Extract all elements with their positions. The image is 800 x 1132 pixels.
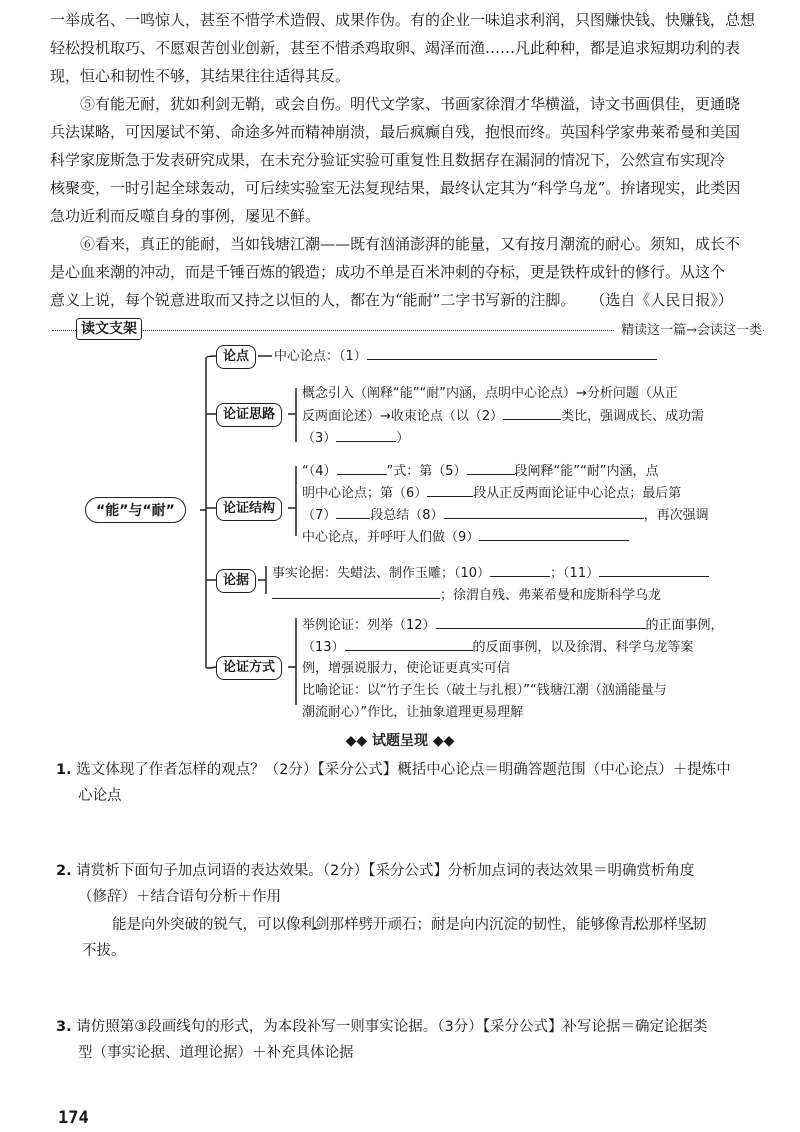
dotted-word: 坚韧	[677, 917, 707, 933]
structure-text: 明中心论点；第（6）	[302, 486, 428, 501]
answer-blank[interactable]	[427, 482, 473, 497]
mindmap-branch-reasoning: 论证思路	[216, 403, 282, 427]
reasoning-text: 反两面论述）→收束论点（以（2）	[302, 409, 504, 424]
section-subtitle: 精读这一篇→会读这一类	[615, 319, 762, 338]
structure-text: ”式：第（5）	[386, 464, 467, 479]
answer-blank[interactable]	[436, 614, 646, 629]
section-box-title: 读文支架	[76, 318, 142, 340]
evidence-text: 事实论据：失蜡法、制作玉雕；（10）	[272, 566, 491, 581]
question-1	[56, 757, 776, 809]
question-text: 请赏析下面句子加点词语的表达效果。（2分）【采分公式】分析加点词的表达效果＝明确赏析角度	[76, 863, 695, 879]
mindmap-branch-method: 论证方式	[216, 656, 282, 680]
evidence-text: ；徐渭自残、弗莱希曼和庞斯科学乌龙	[440, 588, 662, 603]
structure-line-1	[302, 460, 658, 483]
structure-text: ，再次强调	[643, 508, 709, 523]
answer-blank[interactable]	[345, 636, 473, 651]
structure-text: 中心论点，并呼吁人们做（9）	[302, 530, 480, 545]
question-text: 选文体现了作者怎样的观点？（2分）【采分公式】概括中心论点＝明确答题范围（中心论点）＋提炼中	[76, 762, 731, 778]
method-text: 举例论证：列举（12）	[302, 618, 436, 633]
question-number: 2.	[56, 863, 72, 879]
structure-line-2	[302, 482, 681, 505]
answer-blank[interactable]	[467, 460, 515, 475]
method-line-4: 比喻论证：以“竹子生长（破土与扎根）”“钱塘江潮（汹涌能量与	[302, 683, 667, 698]
method-line-1	[302, 614, 724, 637]
answer-blank[interactable]	[336, 427, 396, 442]
passage-line: 现，恒心和韧性不够，其结果往往适得其反。	[50, 67, 351, 85]
dotted-word: 利剑	[300, 917, 330, 933]
evidence-text: ；（11）	[550, 566, 600, 581]
structure-text: 段从正反两面论证中心论点；最后第	[473, 486, 682, 501]
passage-line: 轻松投机取巧、不愿艰苦创业创新，甚至不惜杀鸡取卵、竭泽而渔……凡此种种，都是追求短期功利的表	[50, 39, 741, 57]
passage-line: 急功近利而反噬自身的事例，屡见不鲜。	[50, 207, 321, 225]
reasoning-line-2	[302, 405, 704, 428]
answer-blank[interactable]	[337, 460, 387, 475]
reasoning-text: ）	[396, 431, 410, 446]
structure-line-3	[302, 504, 709, 527]
dotted-word: 青松	[619, 917, 649, 933]
thesis-label: 中心论点：（1）	[274, 349, 367, 364]
reasoning-line-1: 概念引入（阐释“能”“耐”内涵，点明中心论点）→分析问题（从正	[302, 386, 678, 401]
question-text: 型（事实论据、道理论据）＋补充具体论据	[78, 1045, 354, 1061]
question-number: 3.	[56, 1019, 72, 1035]
thesis-line	[274, 345, 657, 368]
structure-text: （7）	[302, 508, 337, 523]
passage-line: 意义上说，每个锐意进取而又持之以恒的人，都在为“能耐”二字书写新的注脚。 （选自《人民日报》）	[50, 291, 733, 309]
question-2	[56, 858, 776, 910]
sentence-text: 能是向外突破的锐气，可以像	[112, 917, 301, 933]
page-number: 174	[58, 1108, 89, 1128]
method-text: （13）	[302, 640, 345, 655]
method-line-5: 潮流耐心）”作比，让抽象道理更易理解	[302, 705, 524, 720]
answer-blank[interactable]	[444, 504, 644, 519]
section-title: ◆◆ 试题呈现 ◆◆	[345, 733, 455, 749]
evidence-line-2	[272, 584, 661, 607]
passage-line: 科学家庞斯急于发表研究成果，在未充分验证实验可重复性且数据存在漏洞的情况下，公然宣布实现冷	[50, 151, 726, 169]
question-2-sentence	[82, 912, 782, 964]
reasoning-text: （3）	[302, 431, 337, 446]
question-text: 心论点	[78, 788, 122, 804]
question-3	[56, 1014, 776, 1066]
method-line-3: 例，增强说服力，使论证更真实可信	[302, 661, 511, 676]
method-text: 的正面事例，	[645, 618, 724, 633]
structure-text: 段阐释“能”“耐”内涵，点	[514, 464, 659, 479]
answer-blank[interactable]	[490, 562, 550, 577]
sentence-text: 不拔。	[82, 943, 126, 959]
answer-blank[interactable]	[272, 584, 440, 599]
answer-blank[interactable]	[599, 562, 709, 577]
structure-line-4	[302, 526, 629, 549]
structure-text: “（4）	[302, 464, 337, 479]
passage-line: ⑤有能无耐，犹如利剑无鞘，或会自伤。明代文学家、书画家徐渭才华横溢，诗文书画俱佳，更通晓	[80, 95, 741, 113]
answer-blank[interactable]	[503, 405, 561, 420]
method-text: 的反面事例，以及徐渭、科学乌龙等案	[472, 640, 694, 655]
answer-blank[interactable]	[367, 345, 657, 360]
passage-line: ⑥看来，真正的能耐，当如钱塘江潮——既有汹涌澎湃的能量，又有按月潮流的耐心。须知，成长不	[80, 235, 741, 253]
mindmap-branch-evidence: 论据	[216, 569, 256, 593]
sentence-text: 那样	[648, 917, 678, 933]
passage-line: 是心血来潮的冲动，而是千锤百炼的锻造；成功不单是百米冲刺的夺标，更是铁杵成针的修行。从这个	[50, 263, 726, 281]
question-number: 1.	[56, 762, 72, 778]
mindmap-branch-structure: 论证结构	[216, 497, 282, 521]
mindmap-branch-thesis: 论点	[216, 345, 256, 369]
reasoning-text: 类比，强调成长、成功需	[561, 409, 705, 424]
method-line-2	[302, 636, 694, 659]
sentence-text: 那样劈开顽石；耐是向内沉淀的韧性，能够像	[329, 917, 620, 933]
mindmap-root: “能”与“耐”	[85, 497, 186, 523]
passage-line: 核聚变，一时引起全球轰动，可后续实验室无法复现结果，最终认定其为“科学乌龙”。拚诸现实，此类因	[50, 179, 741, 197]
passage-line: 兵法谋略，可因屡试不第、命途多舛而精神崩溃，最后疯癫自残，抱恨而终。英国科学家弗莱希曼和美国	[50, 123, 741, 141]
reasoning-line-3	[302, 427, 409, 450]
answer-blank[interactable]	[336, 504, 370, 519]
question-text: （修辞）＋结合语句分析＋作用	[78, 889, 281, 905]
structure-text: 段总结（8）	[370, 508, 444, 523]
answer-blank[interactable]	[479, 526, 629, 541]
question-text: 请仿照第③段画线句的形式，为本段补写一则事实论据。（3分）【采分公式】补写论据＝确定论据类	[76, 1019, 708, 1035]
evidence-line-1	[272, 562, 709, 585]
passage-line: 一举成名、一鸣惊人，甚至不惜学术造假、成果作伪。有的企业一味追求利润，只图赚快钱、快赚钱，总想	[50, 11, 756, 29]
